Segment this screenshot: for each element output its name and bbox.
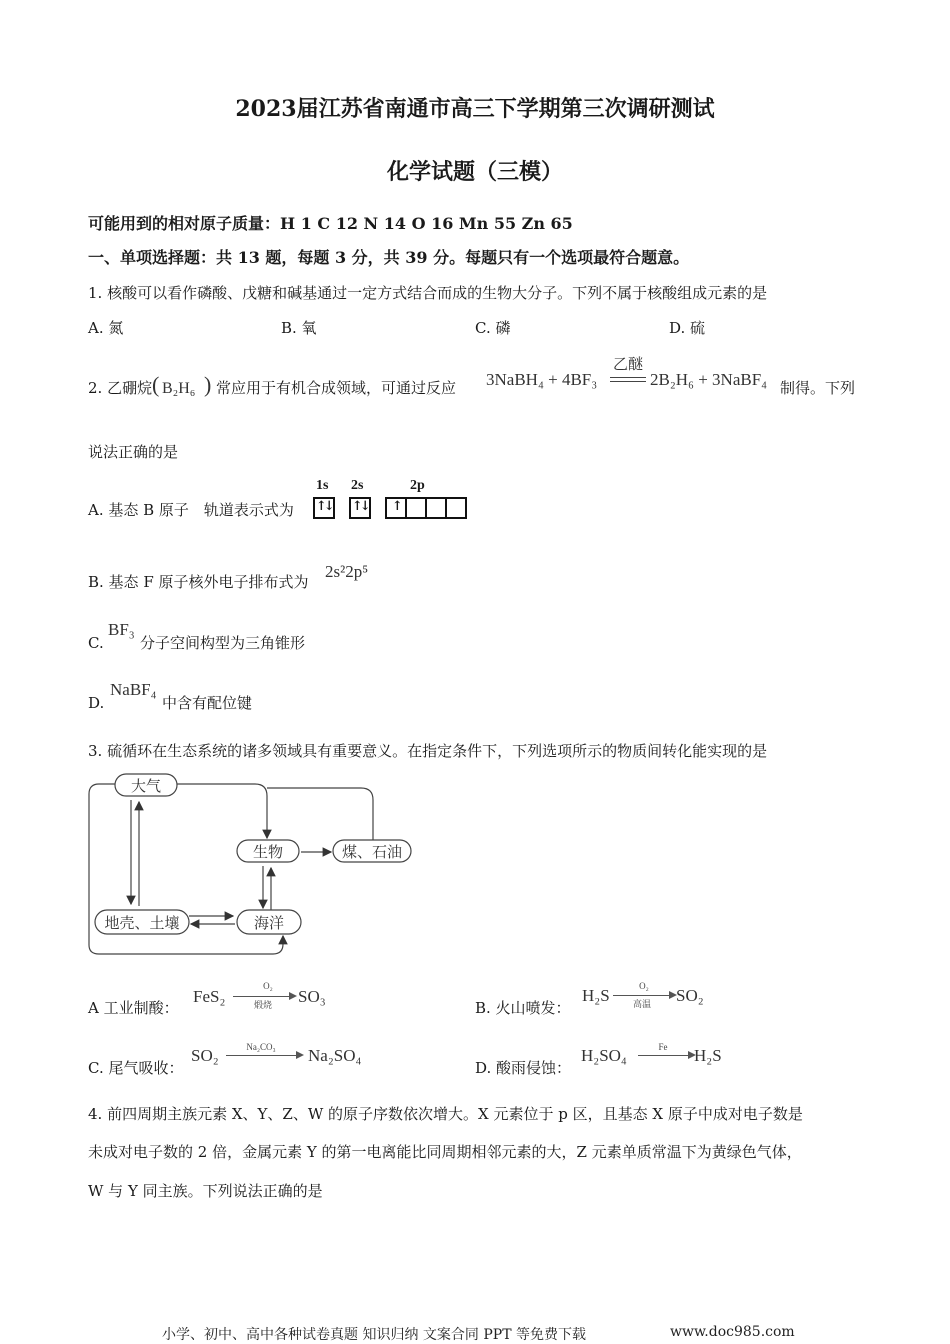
- node-ocean-label: 海洋: [253, 914, 285, 932]
- q2-reaction-right: 2B₂H₆ + 3NaBF₄: [650, 370, 768, 389]
- sulfur-cycle-diagram: [85, 770, 415, 960]
- exam-subtitle: 化学试题（三模）: [386, 159, 563, 185]
- q2-eq-sign-bottom: [610, 381, 646, 382]
- q3-option-d-cond-top: Fe: [658, 1042, 668, 1052]
- q1-option-b: B. 氧: [281, 319, 317, 337]
- q2-option-b: B. 基态 F 原子核外电子排布式为: [88, 573, 309, 591]
- q1-option-a: A. 氮: [88, 319, 124, 337]
- q2-formula-b2h6: B₂H₆: [162, 380, 196, 397]
- orbital-box-1s: [313, 497, 335, 519]
- q2-option-c-formula: BF₃: [108, 620, 135, 639]
- orbital-label-2p: 2p: [410, 478, 425, 493]
- atomic-masses: 可能用到的相对原子质量：H 1 C 12 N 14 O 16 Mn 55 Zn 65: [88, 214, 573, 233]
- orbital-2p-electron: ↑: [392, 499, 403, 514]
- q2-option-c-label: C.: [88, 634, 104, 652]
- orbital-label-2s: 2s: [351, 478, 364, 493]
- q3-option-d-label: D. 酸雨侵蚀：: [475, 1059, 572, 1077]
- node-atmosphere-label: 大气: [130, 777, 162, 795]
- orbital-box-2p-3: [425, 497, 447, 519]
- q3-option-c-arrowhead: [296, 1051, 304, 1059]
- q3-option-d-reactant: H₂SO₄: [581, 1046, 627, 1065]
- q3-option-c-arrow: [226, 1055, 296, 1056]
- q3-option-b-product: SO₂: [676, 986, 704, 1005]
- q3-option-c-label: C. 尾气吸收：: [88, 1059, 184, 1077]
- q3-option-a-reactant: FeS₂: [193, 987, 226, 1006]
- orbital-box-2p-4: [445, 497, 467, 519]
- q3-option-a-product: SO₃: [298, 987, 326, 1006]
- q2-option-a: A. 基态 B 原子 轨道表示式为: [88, 501, 294, 519]
- footer-text: 小学、初中、高中各种试卷真题 知识归纳 文案合同 PPT 等免费下载: [162, 1327, 586, 1343]
- node-crust-label: 地壳、土壤: [104, 914, 180, 932]
- orbital-box-2s: [349, 497, 371, 519]
- q2-paren-open: (: [152, 372, 160, 397]
- q2-stem-line2: 说法正确的是: [88, 443, 179, 461]
- q2-stem-part3: 制得。下列: [780, 379, 856, 397]
- q2-reaction-condition: 乙醚: [612, 355, 643, 373]
- atmosphere-to-biology-line: [177, 784, 267, 838]
- q3-option-d-product: H₂S: [694, 1046, 722, 1065]
- q2-paren-close: ): [204, 372, 212, 397]
- section-heading: 一、单项选择题：共 13 题，每题 3 分，共 39 分。每题只有一个选项最符合题意。: [88, 248, 690, 267]
- q3-option-c-cond-top: Na₂CO₃: [246, 1042, 276, 1052]
- node-biology-label: 生物: [252, 843, 284, 861]
- q3-option-a-cond-bottom: 煅烧: [253, 1000, 272, 1010]
- node-fossil-label: 煤、石油: [341, 843, 403, 861]
- q2-option-b-formula: 2s²2p⁵: [325, 562, 369, 581]
- q2-reaction-left: 3NaBH₄ + 4BF₃: [486, 370, 598, 389]
- footer-site-link[interactable]: www.doc985.com: [670, 1324, 795, 1340]
- q4-line2: 未成对电子数的 2 倍，金属元素 Y 的第一电离能比同周期相邻元素的大，Z 元素单质常温下为黄绿色气体，: [88, 1143, 802, 1161]
- q3-option-d-arrow: [638, 1055, 688, 1056]
- q3-option-b-reactant: H₂S: [582, 986, 610, 1005]
- q3-option-c-reactant: SO₂: [191, 1046, 219, 1065]
- q3-stem: 3. 硫循环在生态系统的诸多领域具有重要意义。在指定条件下，下列选项所示的物质间转化能实现的是: [88, 742, 768, 760]
- q1-option-d: D. 硫: [669, 319, 706, 337]
- orbital-label-1s: 1s: [316, 478, 329, 493]
- q3-option-a-arrowhead: [289, 992, 297, 1000]
- orbital-2s-electrons: ↑↓: [352, 499, 368, 514]
- q3-option-b-cond-top: O₂: [639, 981, 649, 991]
- q3-option-b-arrow: [613, 995, 669, 996]
- q2-option-c-text: 分子空间构型为三角锥形: [140, 634, 306, 652]
- q3-option-a-arrow: [233, 996, 289, 997]
- q2-stem-part1: 2. 乙硼烷: [88, 379, 153, 397]
- fossil-to-atmosphere-line: [267, 788, 373, 840]
- q3-option-a-cond-top: O₂: [263, 981, 273, 991]
- q2-option-d-text: 中含有配位键: [162, 694, 253, 712]
- q2-stem-part2: 常应用于有机合成领域，可通过反应: [216, 379, 457, 397]
- q3-option-c-product: Na₂SO₄: [308, 1046, 362, 1065]
- q3-option-b-label: B. 火山喷发：: [475, 999, 571, 1017]
- q3-option-a-label: A 工业制酸：: [88, 999, 179, 1017]
- q3-option-b-cond-bottom: 高温: [632, 999, 651, 1009]
- q1-option-c: C. 磷: [475, 319, 511, 337]
- orbital-box-2p-2: [405, 497, 427, 519]
- q2-option-d-label: D.: [88, 694, 105, 712]
- q4-line3: W 与 Y 同主族。下列说法正确的是: [88, 1182, 323, 1200]
- q2-eq-sign-top: [610, 377, 646, 378]
- q1-stem: 1. 核酸可以看作磷酸、戊糖和碱基通过一定方式结合而成的生物大分子。下列不属于核酸组成元素的是: [88, 284, 768, 302]
- orbital-1s-electrons: ↑↓: [316, 499, 332, 514]
- q2-option-d-formula: NaBF₄: [110, 680, 157, 699]
- q4-line1: 4. 前四周期主族元素 X、Y、Z、W 的原子序数依次增大。X 元素位于 p 区，且基态 X 原子中成对电子数是: [88, 1105, 803, 1123]
- exam-title: 2023届江苏省南通市高三下学期第三次调研测试: [235, 96, 715, 122]
- orbital-box-2p-1: [385, 497, 407, 519]
